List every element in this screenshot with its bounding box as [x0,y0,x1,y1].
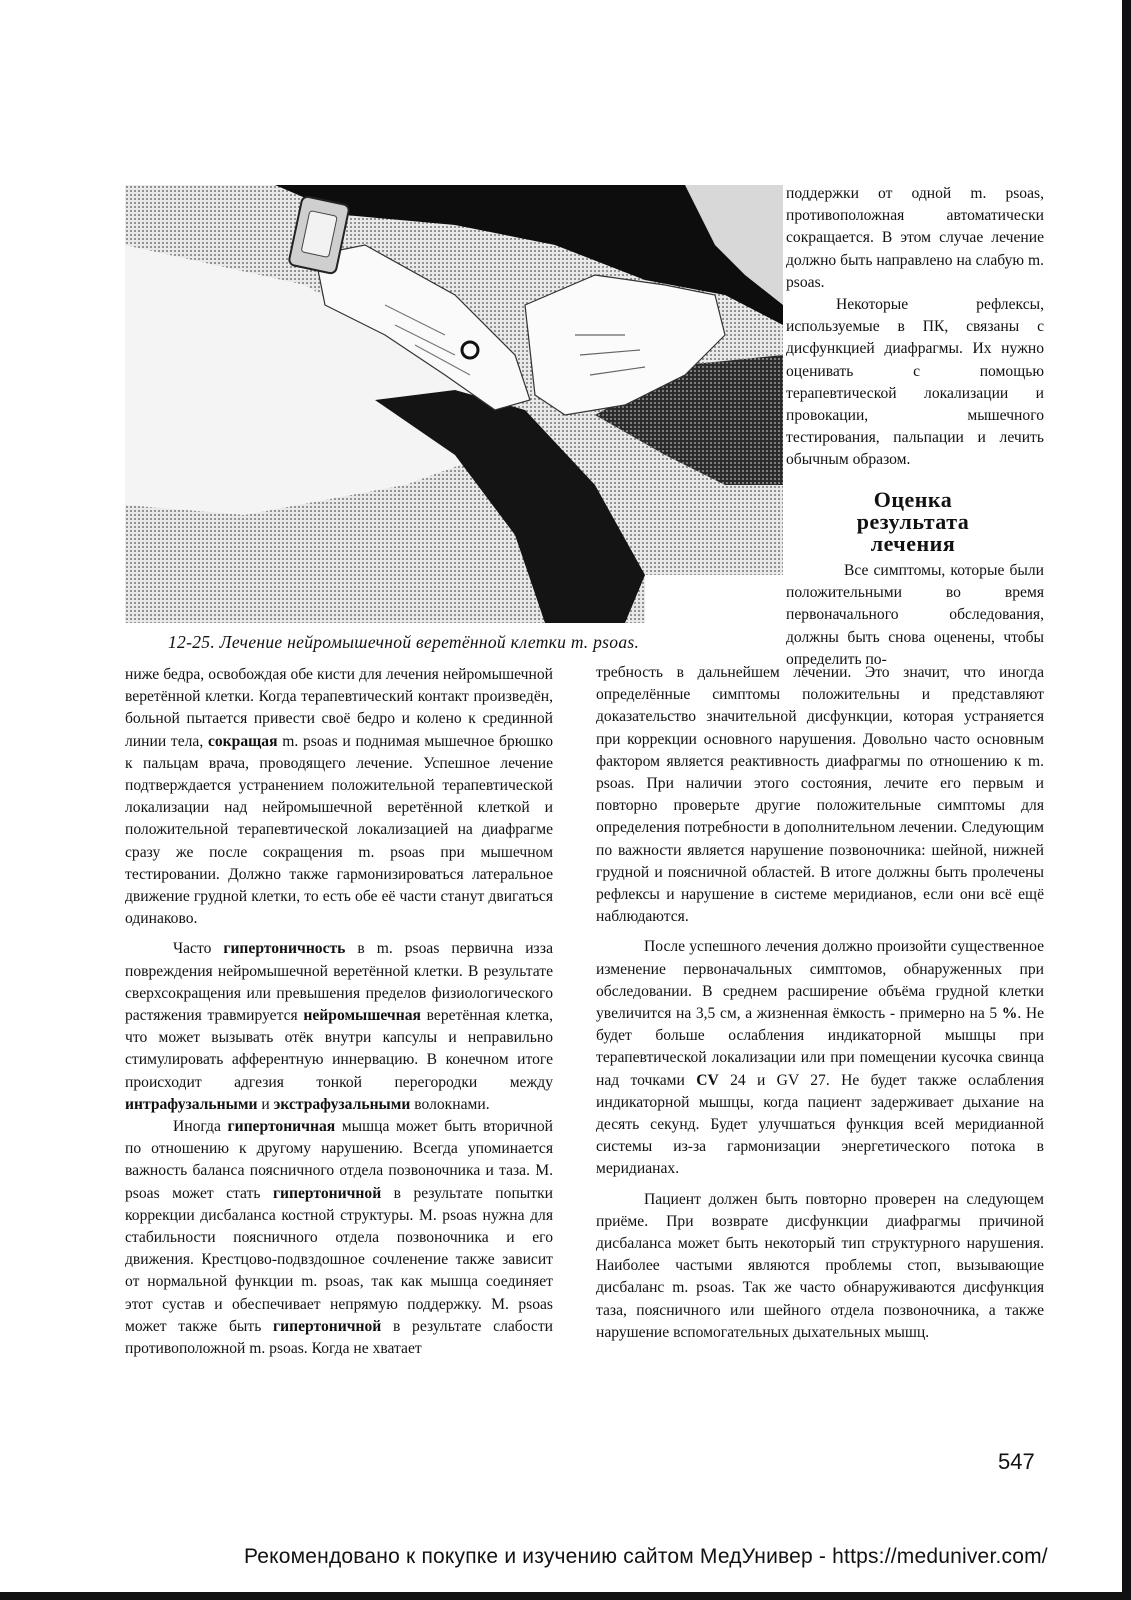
paragraph: требность в дальнейшем лечении. Это значит, что иногда определённые симптомы положительны и представляют доказательство значительной дисфункции, которая устраняется при коррекции основного нарушения. Довольно часто основным фактором является реактивность диафрагмы по отношению к m. psoas. При наличии этого состояния, лечите его первым и повторно проверьте другие положительные симптомы для определения потребности в дополнительном лечении. Следующим по важности является нарушение позвоночника: шейной, нижней грудной и поясничной областей. В итоге должны быть пролечены рефлексы и нарушение в системе меридианов, если они всё ещё наблюдаются. [596,664,1044,926]
scan-edge-bottom [0,1592,1131,1600]
right-column [596,662,1044,1344]
footer-text: Рекомендовано к покупке и изучению сайтом МедУнивер - https://meduniver.com/ [244,1545,1048,1568]
left-column [125,664,553,1360]
paragraph: ниже бедра, освобождая обе кисти для лечения нейромышечной веретённой клетки. Когда терапевтический контакт произведён, больной пытается привести своё бедро и колено к срединной линии тела, сокращая m. psoas и поднимая мышечное брюшко к пальцам врача, проводящего лечение. Успешное лечение подтверждается устранением положительной терапевтической локализации над нейромышечной веретённой клеткой и положительной терапевтической локализацией на диафрагме сразу же после сокращения m. psoas при мышечном тестировании. Должно также гармонизироваться латеральное движение грудной клетки, то есть обе её части станут двигаться одинаково. [125,666,554,928]
right-column-top [786,183,1044,472]
paragraph: Некоторые рефлексы, используемые в ПК, связаны с дисфункцией диафрагмы. Их нужно оценивать с помощью терапевтической локализации и провокации, мышечного тестирования, пальпации и лечить обычным образом. [786,296,1044,469]
paragraph: Часто гипертоничность в m. psoas первична изза повреждения нейромышечной веретённой клетки. В результате сверхсокращения или превышения пределов физиологического растяжения травмируется нейромышечная веретённая клетка, что может вызывать отёк внутри капсулы и неправильно стимулировать афферентную иннервацию. В конечном итоге происходит адгезия тонкой перегородки между интрафузальными и экстрафузальными волокнами. [125,940,553,1113]
paragraph: Иногда гипертоничная мышца может быть вторичной по отношению к другому нарушению. Всегда упоминается важность баланса поясничного отдела позвоночника и таза. M. psoas может стать гипертоничной в результате попытки коррекции дисбаланса костной структуры. M. psoas нужна для стабильности поясничного отдела позвоночника и его движения. Крестцово-подвздошное сочленение также зависит от нормальной функции m. psoas, так как мышца соединяет этот сустав и обеспечивает непрямую поддержку. M. psoas может также быть гипертоничной в результате слабости противоположной m. psoas. Когда не хватает [125,1118,554,1358]
paragraph: После успешного лечения должно произойти существенное изменение первоначальных симптомов, обнаруженных при обследовании. В среднем расширение объёма грудной клетки увеличится на 3,5 см, а жизненная ёмкость - примерно на 5 %. Не будет больше ослабления индикаторной мышцы при терапевтической локализации или при помещении кусочка свинца над точками CV 24 и GV 27. Не будет также ослабления индикаторной мышцы, когда пациент задерживает дыхание на десять секунд. Будет улучшаться функция всей меридианной системы из-за гармонизации энергетического потока в меридианах. [596,938,1045,1178]
section-heading: Оценка результата лечения [856,487,970,556]
paragraph: Все симптомы, которые были положительными во время первоначального обследования, должны быть снова оценены, чтобы определить по- [786,562,1044,668]
paragraph: поддержки от одной m. psoas, противоположная автоматически сокращается. В этом случае лечение должно быть направлено на слабую m. psoas. [786,185,1044,291]
paragraph: Пациент должен быть повторно проверен на следующем приёме. При возврате дисфункции диафрагмы причиной дисбаланса может быть некоторый тип структурного нарушения. Наиболее частыми являются проблемы стоп, вызывающие дисбаланс m. psoas. Так же часто обнаруживаются дисфункция таза, поясничного или шейного отдела позвоночника, а также нарушение вспомогательных дыхательных мышц. [596,1190,1044,1341]
figure-caption: 12-25. Лечение нейромышечной веретённой клетки m. psoas. [168,632,640,652]
treatment-photo-illustration [125,185,783,623]
treatment-photo [125,185,783,623]
page-number: 547 [998,1449,1035,1474]
scan-edge-right [1122,0,1131,1600]
